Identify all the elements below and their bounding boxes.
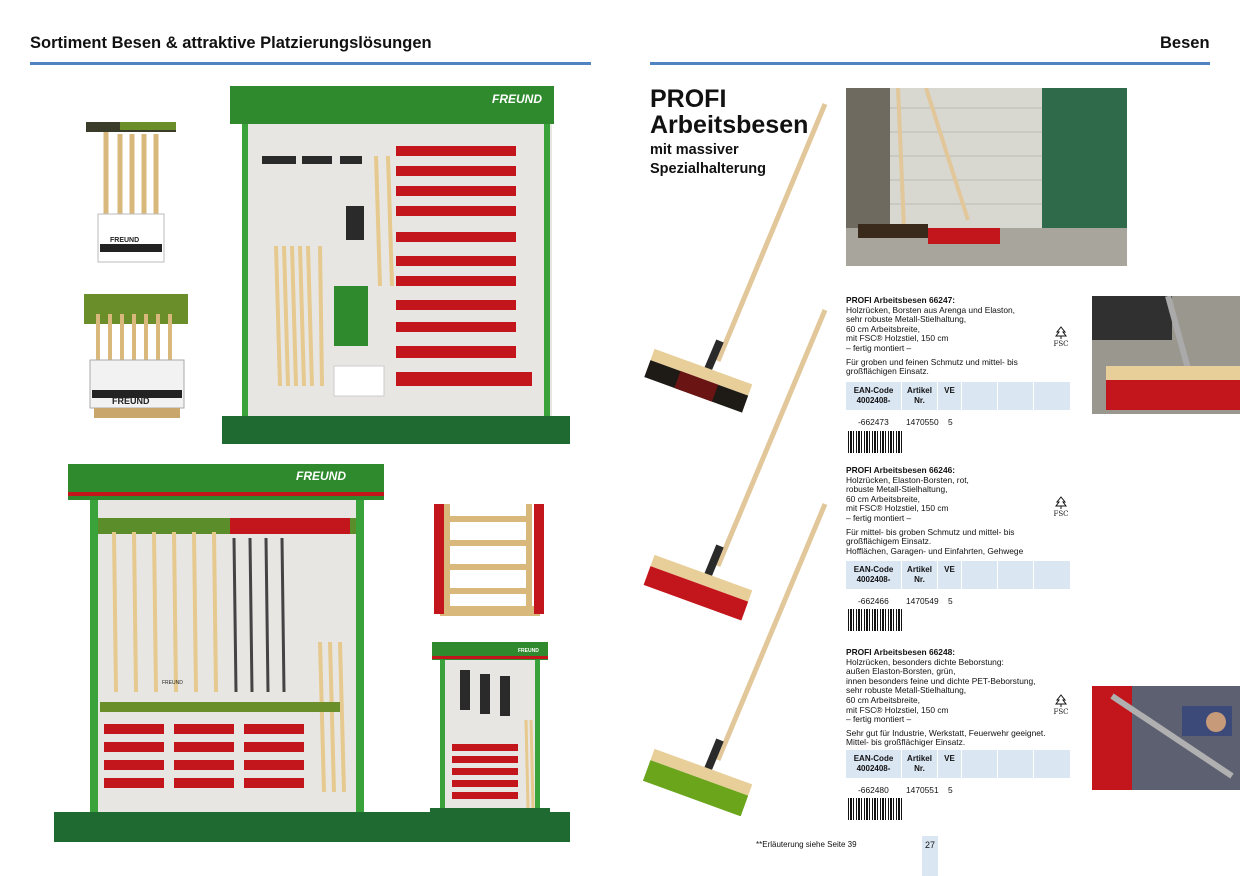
product-2-ve: 5 <box>948 596 953 606</box>
product-3-table-row <box>858 785 953 795</box>
product-1-line: sehr robuste Metall-Stielhaltung, <box>846 314 967 325</box>
wide-stand-shelf-label-1: FREUND <box>162 680 183 686</box>
fsc-label: FSC <box>1053 510 1069 518</box>
broom-1-head <box>644 349 752 413</box>
ean-header: EAN-Code <box>853 754 894 763</box>
product-1-artikel: 1470550 <box>906 417 939 427</box>
brooms-against-wall-photo <box>846 88 1127 266</box>
broom-illustrations <box>640 96 840 816</box>
product-2-line: mit FSC® Holzstiel, 150 cm <box>846 503 949 514</box>
product-2-use: Hofflächen, Garagen- und Einfahrten, Gehwege <box>846 545 1024 556</box>
artikel-header: Artikel <box>907 754 932 763</box>
display-pallet-label: FREUND <box>112 396 150 406</box>
product-3-title: PROFI Arbeitsbesen 66248: <box>846 647 956 657</box>
artikel-header: Artikel <box>907 565 932 574</box>
product-3-description <box>846 648 1068 748</box>
product-1-title: PROFI Arbeitsbesen 66247: <box>846 295 956 305</box>
product-2-barcode <box>848 609 904 631</box>
product-3-line: 60 cm Arbeitsbreite, <box>846 694 921 705</box>
product-1-barcode <box>848 431 904 453</box>
nr-header: Nr. <box>914 763 925 773</box>
product-2-table-row <box>858 596 953 606</box>
small-stand-brand: FREUND <box>518 648 539 654</box>
product-2-artikel: 1470549 <box>906 596 939 606</box>
product-3-table-header <box>846 750 1070 778</box>
product-2-description <box>846 466 1068 556</box>
product-2-line: – fertig montiert – <box>846 512 912 523</box>
nr-header: Nr. <box>914 395 925 405</box>
product-2-table-header <box>846 561 1070 589</box>
product-2-line: robuste Metall-Stielhaltung, <box>846 484 948 495</box>
left-header-rule <box>30 62 591 65</box>
product-subtitle-line2: Spezialhalterung <box>650 161 767 177</box>
broom-in-use-photo-gloves <box>1092 686 1240 790</box>
product-3-use: Mittel- bis großflächiger Einsatz. <box>846 737 966 748</box>
fsc-label: FSC <box>1053 708 1069 716</box>
broom-in-use-photo-red <box>1092 296 1240 414</box>
product-1-ean: -662473 <box>858 417 889 427</box>
broom-2-head <box>644 555 753 621</box>
product-3-use: Sehr gut für Industrie, Werkstatt, Feuerwehr geeignet. <box>846 727 1046 738</box>
wide-stand-brand: FREUND <box>296 469 346 483</box>
product-subtitle-line1: mit massiver <box>650 142 739 158</box>
display-box-label: FREUND <box>110 237 140 244</box>
fsc-logo <box>1050 496 1072 518</box>
product-3-line: sehr robuste Metall-Stielhaltung, <box>846 685 967 696</box>
fsc-logo <box>1050 326 1072 348</box>
right-header-rule <box>650 62 1210 65</box>
product-3-line: innen besonders feine und dichte PET-Beborstung, <box>846 675 1036 686</box>
product-3-line: mit FSC® Holzstiel, 150 cm <box>846 704 949 715</box>
product-1-ve: 5 <box>948 417 953 427</box>
product-1-use: großflächigen Einsatz. <box>846 366 929 377</box>
left-page-header: Sortiment Besen & attraktive Platzierungslösungen <box>30 34 432 52</box>
product-2-line: Holzrücken, Elaston-Borsten, rot, <box>846 474 969 485</box>
page-number: 27 <box>922 836 938 876</box>
ean-header: EAN-Code <box>853 565 894 574</box>
product-3-line: außen Elaston-Borsten, grün, <box>846 666 956 677</box>
display-pallet-photo <box>78 284 192 424</box>
product-1-table-row <box>858 417 953 427</box>
product-2-use: Für mittel- bis groben Schmutz und mittel- bis <box>846 526 1015 537</box>
artikel-header: Artikel <box>907 386 932 395</box>
product-title-line2: Arbeitsbesen <box>650 111 809 139</box>
ean-header: EAN-Code <box>853 386 894 395</box>
ve-header: VE <box>938 750 962 778</box>
product-2-ean: -662466 <box>858 596 889 606</box>
product-2-use: großflächigem Einsatz. <box>846 536 932 547</box>
product-1-line: mit FSC® Holzstiel, 150 cm <box>846 333 949 344</box>
product-1-line: 60 cm Arbeitsbreite, <box>846 323 921 334</box>
product-1-line: – fertig montiert – <box>846 342 912 353</box>
footnote: **Erläuterung siehe Seite 39 <box>756 840 857 849</box>
right-page-header: Besen <box>1160 34 1210 52</box>
product-3-line: Holzrücken, besonders dichte Beborstung: <box>846 656 1004 667</box>
large-display-stand-photo <box>222 86 570 444</box>
product-3-barcode <box>848 798 904 820</box>
nr-header: Nr. <box>914 574 925 584</box>
product-1-description <box>846 296 1068 377</box>
product-1-line: Holzrücken, Borsten aus Arenga und Elaston, <box>846 304 1015 315</box>
product-3-line: – fertig montiert – <box>846 714 912 725</box>
ve-header: VE <box>938 561 962 589</box>
product-2-title: PROFI Arbeitsbesen 66246: <box>846 465 956 475</box>
wooden-display-photo <box>430 496 548 624</box>
broom-3-handle <box>718 504 825 760</box>
product-3-ve: 5 <box>948 785 953 795</box>
fsc-logo <box>1050 694 1072 716</box>
ve-header: VE <box>938 382 962 410</box>
product-2-line: 60 cm Arbeitsbreite, <box>846 493 921 504</box>
broom-1-handle <box>718 104 825 361</box>
product-3-ean: -662480 <box>858 785 889 795</box>
broom-3-head <box>643 749 752 816</box>
product-1-use: Für groben und feinen Schmutz und mittel- bis <box>846 356 1018 367</box>
product-3-artikel: 1470551 <box>906 785 939 795</box>
ean-prefix-header: 4002408- <box>856 574 891 584</box>
display-box-small-photo <box>80 108 180 268</box>
ean-prefix-header: 4002408- <box>856 763 891 773</box>
small-display-stand-photo <box>430 640 550 826</box>
ean-prefix-header: 4002408- <box>856 395 891 405</box>
fsc-label: FSC <box>1053 340 1069 348</box>
product-1-table-header <box>846 382 1070 410</box>
stand-header-brand: FREUND <box>230 86 554 124</box>
product-title-line1: PROFI <box>650 85 727 113</box>
broom-2-handle <box>718 310 825 566</box>
